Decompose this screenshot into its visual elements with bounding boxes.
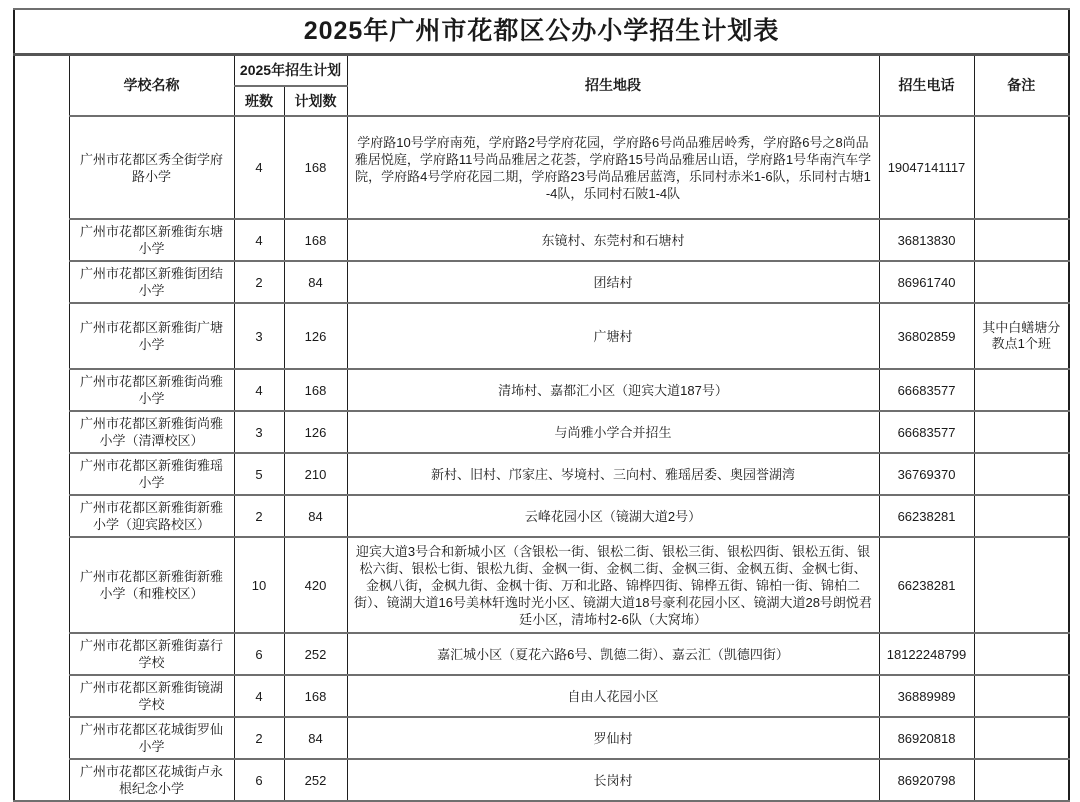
school-name-cell: 广州市花都区新雅街东塘小学 — [69, 219, 234, 261]
enrollment-table — [13, 8, 1070, 802]
class-count-cell: 4 — [234, 116, 284, 219]
planned-count-cell: 168 — [284, 369, 347, 411]
phone-cell: 66238281 — [879, 537, 974, 633]
header-remark: 备注 — [974, 54, 1069, 116]
phone-cell: 86920818 — [879, 717, 974, 759]
header-plan-group: 2025年招生计划 — [234, 54, 347, 86]
table-row — [14, 495, 1069, 537]
remark-cell — [974, 759, 1069, 801]
phone-cell: 18122248799 — [879, 633, 974, 675]
phone-cell: 19047141117 — [879, 116, 974, 219]
district-cell: 团结村 — [347, 261, 879, 303]
header-phone: 招生电话 — [879, 54, 974, 116]
header-planned-count: 计划数 — [284, 86, 347, 116]
phone-cell: 86961740 — [879, 261, 974, 303]
remark-cell — [974, 675, 1069, 717]
phone-cell: 36813830 — [879, 219, 974, 261]
class-count-cell: 5 — [234, 453, 284, 495]
phone-cell: 36769370 — [879, 453, 974, 495]
school-name-cell: 广州市花都区秀全街学府路小学 — [69, 116, 234, 219]
district-cell: 广塘村 — [347, 303, 879, 369]
school-name-cell: 广州市花都区新雅街广塘小学 — [69, 303, 234, 369]
phone-cell: 86920798 — [879, 759, 974, 801]
class-count-cell: 3 — [234, 303, 284, 369]
district-cell: 长岗村 — [347, 759, 879, 801]
class-count-cell: 2 — [234, 495, 284, 537]
table-row — [14, 369, 1069, 411]
district-cell: 自由人花园小区 — [347, 675, 879, 717]
table-row — [14, 633, 1069, 675]
class-count-cell: 4 — [234, 369, 284, 411]
header-district: 招生地段 — [347, 54, 879, 116]
phone-cell: 36889989 — [879, 675, 974, 717]
school-name-cell: 广州市花都区新雅街团结小学 — [69, 261, 234, 303]
phone-cell: 66683577 — [879, 411, 974, 453]
table-title-row — [14, 9, 1069, 54]
planned-count-cell: 126 — [284, 303, 347, 369]
table-row — [14, 537, 1069, 633]
district-cell: 嘉汇城小区（夏花六路6号、凯德二街）、嘉云汇（凯德四街） — [347, 633, 879, 675]
class-count-cell: 10 — [234, 537, 284, 633]
school-name-cell: 广州市花都区新雅街新雅小学（迎宾路校区） — [69, 495, 234, 537]
planned-count-cell: 84 — [284, 495, 347, 537]
table-row — [14, 453, 1069, 495]
district-cell: 云峰花园小区（镜湖大道2号） — [347, 495, 879, 537]
school-name-cell: 广州市花都区新雅街新雅小学（和雅校区） — [69, 537, 234, 633]
remark-cell — [974, 537, 1069, 633]
school-name-cell: 广州市花都区新雅街嘉行学校 — [69, 633, 234, 675]
remark-cell — [974, 495, 1069, 537]
phone-cell: 66683577 — [879, 369, 974, 411]
table-row — [14, 411, 1069, 453]
table-row — [14, 261, 1069, 303]
remark-cell — [974, 633, 1069, 675]
header-class-count: 班数 — [234, 86, 284, 116]
page-title: 2025年广州市花都区公办小学招生计划表 — [14, 9, 1069, 54]
planned-count-cell: 84 — [284, 261, 347, 303]
school-name-cell: 广州市花都区新雅街尚雅小学 — [69, 369, 234, 411]
planned-count-cell: 210 — [284, 453, 347, 495]
table-header-row-top — [14, 54, 1069, 86]
remark-cell — [974, 369, 1069, 411]
header-school-name: 学校名称 — [69, 54, 234, 116]
class-count-cell: 2 — [234, 261, 284, 303]
table-row — [14, 675, 1069, 717]
district-cell: 学府路10号学府南苑，学府路2号学府花园，学府路6号尚品雅居岭秀，学府路6号之8尚品雅居悦庭，学府路11号尚品雅居之花荟，学府路15号尚品雅居山语，学府路1号华南汽车学院，学府路4号学府花园二期，学府路23号尚品雅居蓝湾，乐同村赤米1-6队，乐同村古塘1-4队，乐同村石陂1-4队 — [347, 116, 879, 219]
enrollment-table-body — [14, 9, 1069, 801]
table-row — [14, 219, 1069, 261]
school-name-cell: 广州市花都区新雅街雅瑶小学 — [69, 453, 234, 495]
remark-cell — [974, 261, 1069, 303]
remark-cell — [974, 219, 1069, 261]
table-row — [14, 717, 1069, 759]
planned-count-cell: 252 — [284, 633, 347, 675]
district-cell: 迎宾大道3号合和新城小区（含银松一街、银松二街、银松三街、银松四街、银松五街、银松六街、银松七街、银松九街、金枫一街、金枫二街、金枫三街、金枫五街、金枫七街、金枫八街，金枫九街、金枫十街、万和北路、锦桦四街、锦桦五街、锦柏一街、锦柏二街）、镜湖大道16号美林轩逸时光小区、镜湖大道18号豪利花园小区、镜湖大道28号朗悦君廷小区，清㘵村2-6队（大窝㘵） — [347, 537, 879, 633]
school-name-cell: 广州市花都区新雅街尚雅小学（清潭校区） — [69, 411, 234, 453]
district-cell: 罗仙村 — [347, 717, 879, 759]
remark-cell: 其中白蟮塘分教点1个班 — [974, 303, 1069, 369]
planned-count-cell: 168 — [284, 116, 347, 219]
school-name-cell: 广州市花都区新雅街镜湖学校 — [69, 675, 234, 717]
district-cell: 与尚雅小学合并招生 — [347, 411, 879, 453]
district-cell: 清㘵村、嘉都汇小区（迎宾大道187号） — [347, 369, 879, 411]
remark-cell — [974, 717, 1069, 759]
phone-cell: 36802859 — [879, 303, 974, 369]
table-row — [14, 116, 1069, 219]
phone-cell: 66238281 — [879, 495, 974, 537]
district-cell: 新村、旧村、邝家庄、岑境村、三向村、雅瑶居委、奥园誉湖湾 — [347, 453, 879, 495]
remark-cell — [974, 453, 1069, 495]
school-name-cell: 广州市花都区花城街卢永根纪念小学 — [69, 759, 234, 801]
planned-count-cell: 252 — [284, 759, 347, 801]
class-count-cell: 3 — [234, 411, 284, 453]
planned-count-cell: 84 — [284, 717, 347, 759]
class-count-cell: 4 — [234, 675, 284, 717]
class-count-cell: 6 — [234, 633, 284, 675]
planned-count-cell: 168 — [284, 219, 347, 261]
remark-cell — [974, 411, 1069, 453]
class-count-cell: 4 — [234, 219, 284, 261]
table-row — [14, 303, 1069, 369]
school-name-cell: 广州市花都区花城街罗仙小学 — [69, 717, 234, 759]
planned-count-cell: 126 — [284, 411, 347, 453]
class-count-cell: 2 — [234, 717, 284, 759]
district-cell: 东镜村、东莞村和石塘村 — [347, 219, 879, 261]
planned-count-cell: 168 — [284, 675, 347, 717]
remark-cell — [974, 116, 1069, 219]
enrollment-plan-document — [13, 8, 1068, 802]
planned-count-cell: 420 — [284, 537, 347, 633]
left-margin-cell — [14, 54, 69, 801]
class-count-cell: 6 — [234, 759, 284, 801]
table-row — [14, 759, 1069, 801]
